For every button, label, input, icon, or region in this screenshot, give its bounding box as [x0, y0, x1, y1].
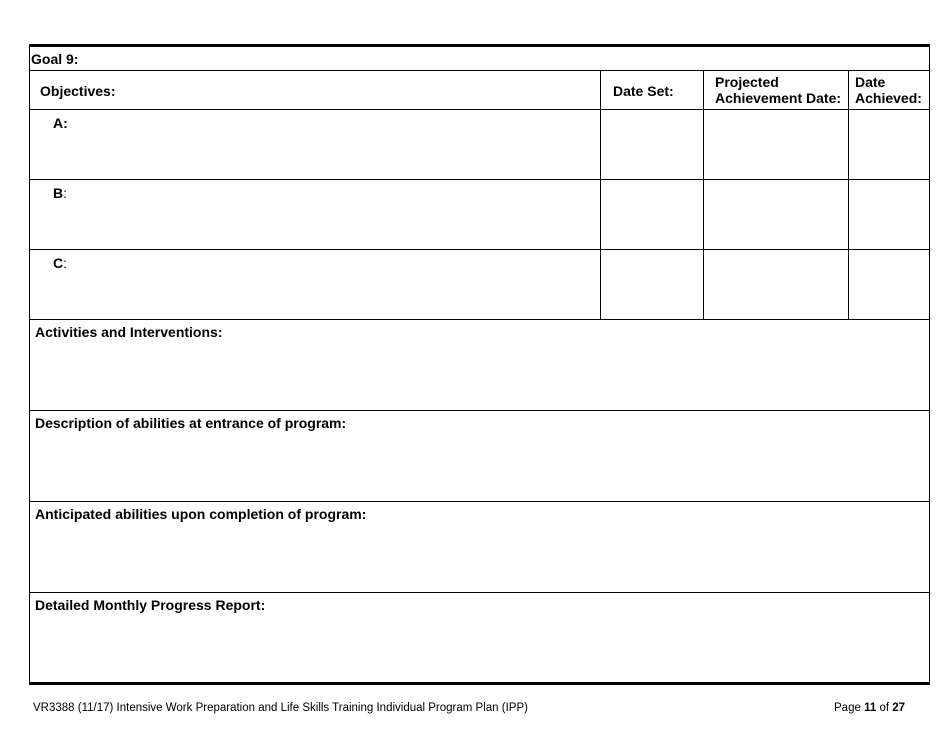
objective-row-a[interactable]	[30, 110, 929, 180]
footer-page-number: Page 11 of 27	[834, 702, 906, 714]
column-divider-projected	[703, 71, 704, 320]
objective-c-label: C:	[53, 255, 68, 271]
completion-abilities-section[interactable]	[30, 502, 929, 593]
projected-achievement-date-header	[715, 74, 841, 106]
objective-row-b[interactable]	[30, 180, 929, 250]
monthly-progress-label: Detailed Monthly Progress Report:	[35, 597, 266, 613]
entrance-abilities-label: Description of abilities at entrance of program:	[35, 415, 347, 431]
objective-b-label: B:	[53, 185, 68, 201]
monthly-progress-section[interactable]	[30, 593, 929, 685]
entrance-abilities-section[interactable]	[30, 411, 929, 502]
activities-section[interactable]	[30, 320, 929, 411]
activities-label: Activities and Interventions:	[35, 324, 223, 340]
objectives-header-row	[30, 71, 929, 110]
date-set-header: Date Set:	[613, 83, 674, 99]
completion-abilities-label: Anticipated abilities upon completion of program:	[35, 506, 367, 522]
objectives-header: Objectives:	[40, 83, 116, 99]
footer-form-title: VR3388 (11/17) Intensive Work Preparation and Life Skills Training Individual Program Plan (IPP)	[33, 702, 528, 714]
objective-a-label: A:	[53, 115, 68, 131]
goal-row	[30, 47, 929, 71]
objective-row-c[interactable]	[30, 250, 929, 320]
projected-header-line2: Achievement Date:	[715, 90, 842, 106]
achieved-header-line2: Achieved:	[855, 90, 922, 106]
column-divider-date-set	[600, 71, 601, 320]
date-achieved-header	[855, 74, 922, 106]
column-divider-achieved	[848, 71, 849, 320]
goal-label: Goal 9:	[31, 51, 79, 67]
form-frame	[29, 44, 930, 685]
projected-header-line1: Projected	[715, 74, 779, 90]
achieved-header-line1: Date	[855, 74, 886, 90]
